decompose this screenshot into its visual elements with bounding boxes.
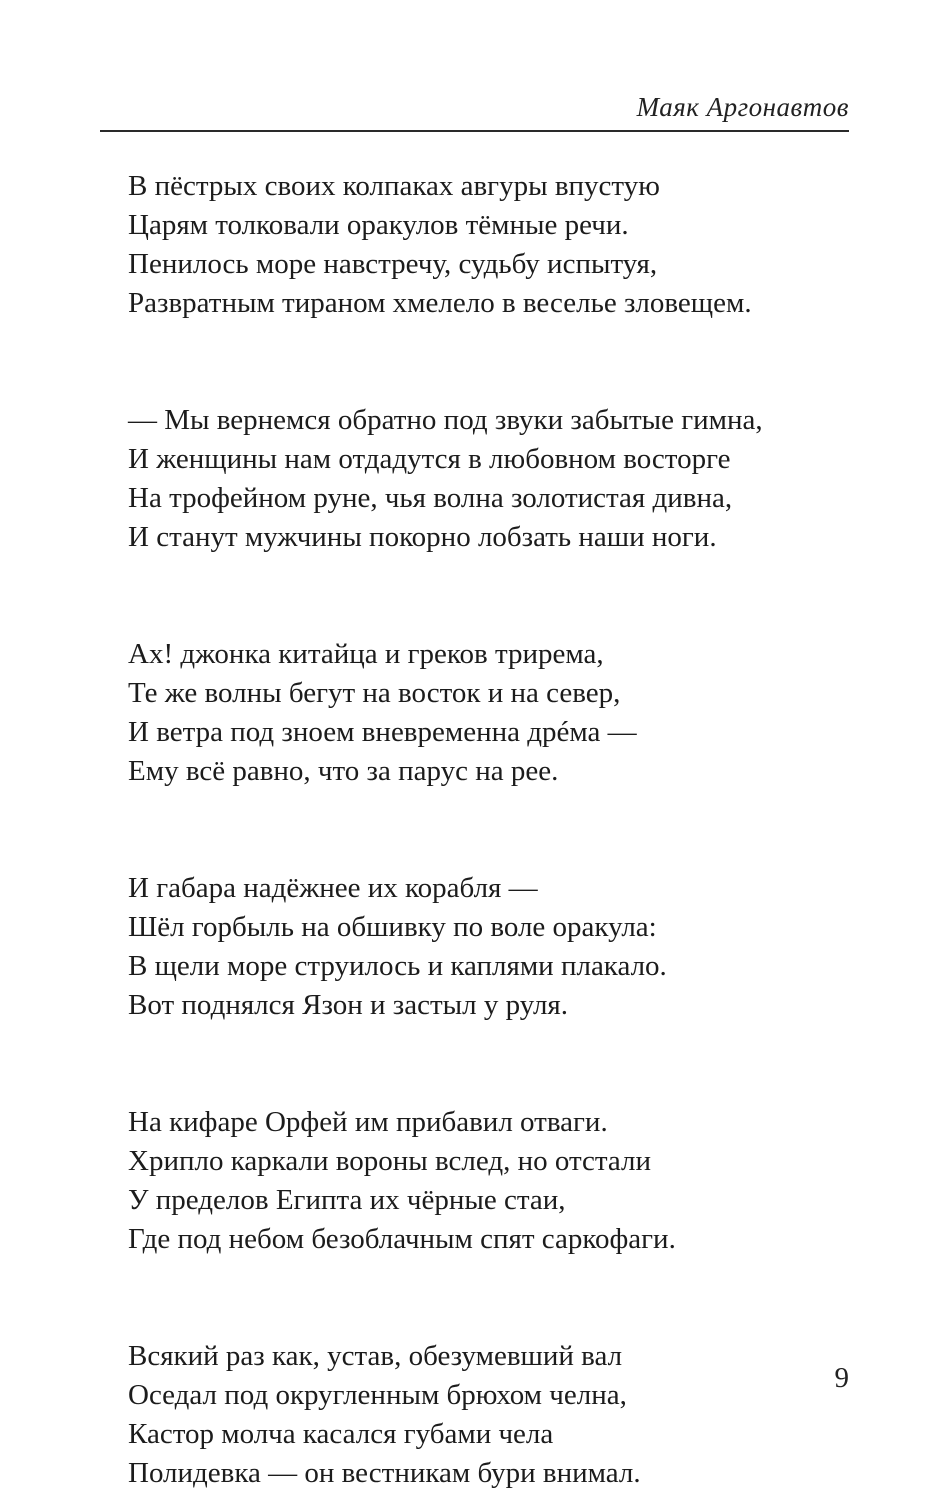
stanza-2 xyxy=(128,401,868,557)
poem-line: На трофейном руне, чья волна золотистая дивна, xyxy=(128,482,733,514)
stanza-4 xyxy=(128,869,868,1025)
stanza-6 xyxy=(128,1337,868,1493)
poem-line: Вот поднялся Язон и застыл у руля. xyxy=(128,989,569,1021)
poem-line: Те же волны бегут на восток и на север, xyxy=(128,677,621,709)
poem-line: У пределов Египта их чёрные стаи, xyxy=(128,1184,566,1216)
poem-line: И габара надёжнее их корабля — xyxy=(128,872,538,904)
poem-line: И ветра под зноем вневременна дрéма — xyxy=(128,716,637,748)
poem-line: — Мы вернемся обратно под звуки забытые гимна, xyxy=(128,404,763,436)
poem xyxy=(128,167,868,1493)
header-rule xyxy=(100,130,849,132)
stanza-3 xyxy=(128,635,868,791)
poem-line: И станут мужчины покорно лобзать наши ноги. xyxy=(128,521,717,553)
poem-line: Развратным тираном хмелело в веселье зловещем. xyxy=(128,287,752,319)
poem-line: Полидевка — он вестникам бури внимал. xyxy=(128,1457,641,1489)
poem-line: Хрипло каркали вороны вслед, но отстали xyxy=(128,1145,652,1177)
poem-line: Оседал под округленным брюхом челна, xyxy=(128,1379,627,1411)
poem-line: В щели море струилось и каплями плакало. xyxy=(128,950,667,982)
poem-line: На кифаре Орфей им прибавил отваги. xyxy=(128,1106,608,1138)
poem-line: И женщины нам отдадутся в любовном восторге xyxy=(128,443,731,475)
poem-line: Пенилось море навстречу, судьбу испытуя, xyxy=(128,248,658,280)
running-title: Маяк Аргонавтов xyxy=(636,92,849,122)
poem-line: Царям толковали оракулов тёмные речи. xyxy=(128,209,629,241)
poem-line: Ему всё равно, что за парус на рее. xyxy=(128,755,559,787)
page-number: 9 xyxy=(834,1362,849,1394)
poem-line: В пёстрых своих колпаках авгуры впустую xyxy=(128,170,660,202)
poem-line: Кастор молча касался губами чела xyxy=(128,1418,554,1450)
poem-line: Шёл горбыль на обшивку по воле оракула: xyxy=(128,911,657,943)
stanza-5 xyxy=(128,1103,868,1259)
poem-line: Где под небом безоблачным спят саркофаги. xyxy=(128,1223,676,1255)
stanza-1 xyxy=(128,167,868,323)
poem-line: Всякий раз как, устав, обезумевший вал xyxy=(128,1340,623,1372)
poem-line: Ах! джонка китайца и греков трирема, xyxy=(128,638,604,670)
